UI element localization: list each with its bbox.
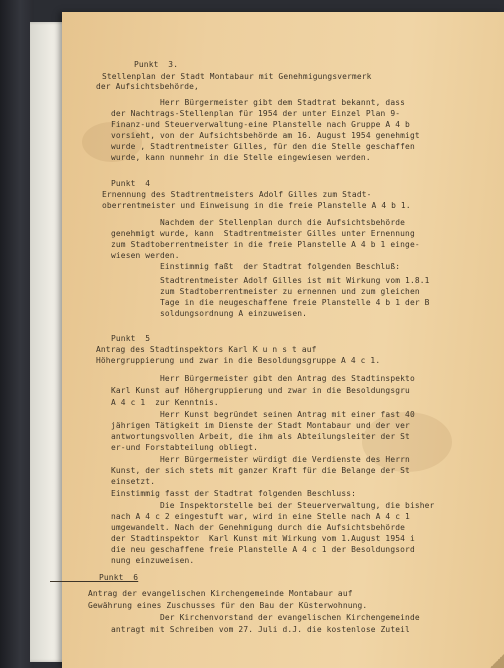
text-line: Ernennung des Stadtrentmeisters Adolf Gilles zum Stadt- [102,190,372,199]
text-line: antwortungsvollen Arbeit, die ihm als Abteilungsleiter der St [62,432,410,441]
text-line: antragt mit Schreiben vom 27. Juli d.J. die kostenlose Zuteil [62,625,410,634]
text-line: Kunst, der sich stets mit ganzer Kraft für die Belange der St [62,466,410,475]
text-line: der Aufsichtsbehörde, [96,82,199,91]
text-line: wurde , Stadtrentmeister Gilles, für den die Stelle geschaffen [62,142,415,151]
resolution-line: der Stadtinspektor Karl Kunst mit Wirkung vom 1.August 1954 i [62,534,415,543]
text-line: wiesen werden. [62,251,180,260]
text-line: Der Kirchenvorstand der evangelischen Kirchengemeinde [62,613,420,622]
text-line: Einstimmig faßt der Stadtrat folgenden Beschluß: [62,262,401,271]
text-line: A 4 c 1 zur Kenntnis. [62,398,219,407]
text-line: wurde, kann nunmehr in die Stelle eingewiesen werden. [62,153,371,162]
text-line: der Nachtrags-Stellenplan für 1954 der unter Einzel Plan 9- [62,109,401,118]
text-line: Herr Kunst begründet seinen Antrag mit einer fast 40 [62,410,415,419]
text-line: Antrag des Stadtinspektors Karl K u n s t auf [96,345,317,354]
text-line: Stellenplan der Stadt Montabaur mit Genehmigungsvermerk [102,72,372,81]
text-line: Herr Bürgermeister gibt dem Stadtrat bekannt, dass [62,98,406,107]
text-line: vorsieht, von der Aufsichtsbehörde am 16. August 1954 genehmigt [62,131,420,140]
book-binding [0,0,34,668]
heading-punkt-6: Punkt 6 [50,573,139,582]
text-line: Höhergruppierung und zwar in die Besoldungsgruppe A 4 c 1. [96,356,381,365]
text-line: Antrag der evangelischen Kirchengemeinde Montabaur auf [88,589,353,598]
text-line: jährigen Tätigkeit im Dienste der Stadt Montabaur und der ver [62,421,410,430]
resolution-line: Die Inspektorstelle bei der Steuerverwaltung, die bisher [62,501,435,510]
resolution-line: umgewandelt. Nach der Genehmigung durch die Aufsichtsbehörde [62,523,406,532]
text-line: Einstimmig fasst der Stadtrat folgenden Beschluss: [62,489,357,498]
text-line: einsetzt. [62,477,156,486]
text-line: Karl Kunst auf Höhergruppierung und zwar in die Besoldungsgru [62,386,410,395]
text-line: er-und Forstabteilung obliegt. [62,443,259,452]
page-corner [490,654,504,668]
text-line: genehmigt wurde, kann Stadtrentmeister Gilles unter Ernennung [62,229,415,238]
text-line: Herr Bürgermeister würdigt die Verdienste des Herrn [62,455,410,464]
text-line: oberrentmeister und Einweisung in die freie Planstelle A 4 b 1. [102,201,411,210]
text-line: Gewährung eines Zuschusses für den Bau der Küsterwohnung. [88,601,368,610]
resolution-line: die neu geschaffene freie Planstelle A 4 c 1 der Besoldungsord [62,545,415,554]
resolution-line: nach A 4 c 2 eingestuft war, wird in eine Stelle nach A 4 c 1 [62,512,410,521]
resolution-line: Tage in die neugeschaffene freie Planstelle 4 b 1 der B [62,298,430,307]
resolution-line: soldungsordnung A einzuweisen. [62,309,308,318]
resolution-line: zum Stadtoberrentmeister zu ernennen und zum gleichen [62,287,420,296]
resolution-line: Stadtrentmeister Adolf Gilles ist mit Wirkung vom 1.8.1 [62,276,430,285]
heading-punkt-5: Punkt 5 [62,334,151,343]
document-page [50,12,504,668]
text-line: Nachdem der Stellenplan durch die Aufsichtsbehörde [62,218,406,227]
text-line: Finanz-und Steuerverwaltung-eine Planstelle nach Gruppe A 4 b [62,120,410,129]
heading-punkt-4: Punkt 4 [62,179,151,188]
heading-punkt-3: Punkt 3. [134,60,179,69]
text-line: zum Stadtoberrentmeister in die freie Planstelle A 4 b 1 einge- [62,240,420,249]
resolution-line: nung einzuweisen. [62,556,195,565]
text-line: Herr Bürgermeister gibt den Antrag des Stadtinspekto [62,374,415,383]
